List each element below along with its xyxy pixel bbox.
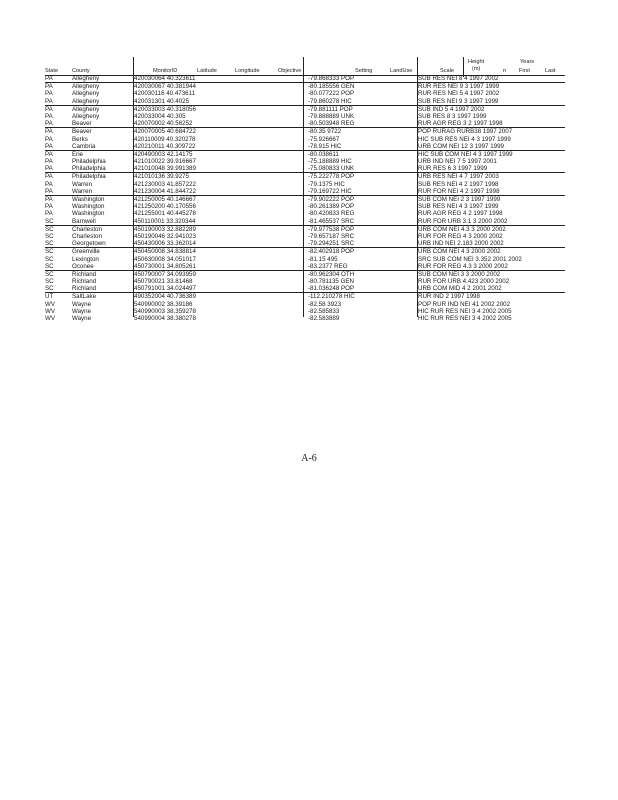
cell-county: SaltLake [72, 293, 97, 301]
table-row [45, 308, 565, 315]
cell-objective: -75.188889 HIC [308, 158, 352, 166]
page-number: A-6 [301, 453, 317, 464]
cell-attributes: RUR AGR REG 4 2 1997 1998 [418, 210, 503, 218]
cell-attributes: SUB RES NEI 9 3 1997 1999 [418, 97, 499, 105]
cell-objective: -75.222778 POP [308, 173, 355, 181]
cell-objective: -80.420833 REG [308, 210, 355, 218]
cell-county: Allegheny [72, 75, 100, 82]
cell-objective: -79.860278 HIC [308, 97, 352, 105]
cell-site-coordinates: 450730001 34.805261 [134, 262, 196, 270]
cell-attributes: RUR RES NEI 9 3 1997 1999 [418, 83, 500, 91]
cell-state: PA [45, 135, 53, 143]
cell-objective: -75.926667 [308, 135, 340, 143]
table-row [45, 203, 565, 210]
cell-objective: -80.038611 [308, 150, 339, 158]
cell-attributes: URB IND NEI 2.183 2000 2002 [418, 240, 504, 248]
cell-site-coordinates: 540990004 38.380278 [134, 315, 196, 322]
cell-objective: -81.465537 SRC [308, 217, 355, 225]
cell-attributes: RUR FOR URB 4.423 2000 2002 [418, 278, 510, 286]
table-row [45, 278, 565, 285]
cell-attributes: RUR FOR URB 3.1 3 2000 2002 [418, 217, 508, 225]
cell-state: PA [45, 150, 53, 158]
header-setting: Setting [355, 68, 373, 74]
cell-county: Washington [72, 210, 105, 218]
cell-site-coordinates: 450790007 34.093959 [134, 270, 196, 278]
cell-objective: -82.58 3923 [308, 300, 342, 308]
cell-site-coordinates: 540990002 38.39186 [134, 300, 193, 308]
cell-site-coordinates: 420030116 40.473611 [134, 90, 196, 98]
header-county: County [72, 68, 90, 74]
cell-site-coordinates: 420110009 40.320278 [134, 135, 196, 143]
cell-county: Washington [72, 196, 105, 203]
column-divider [463, 57, 464, 77]
cell-state: PA [45, 97, 53, 105]
cell-attributes: SUB IND 5 4 1997 2002 [418, 105, 485, 113]
table-row [45, 150, 565, 158]
cell-state: SC [45, 248, 54, 256]
cell-county: Philadelphia [72, 158, 106, 166]
table-row [45, 98, 565, 105]
header-height-unit: (m) [472, 66, 481, 72]
cell-attributes: URB COM NEI 12 3 1997 1999 [418, 142, 504, 150]
cell-objective: -78.915 HIC [308, 142, 342, 150]
table-row [45, 233, 565, 240]
cell-county: Berks [72, 135, 88, 143]
cell-attributes: RUR IND 2 1997 1998 [418, 293, 480, 301]
header-height: Height [468, 59, 485, 65]
cell-state: UT [45, 293, 54, 301]
cell-attributes: URB IND NEI 7 5 1997 2001 [418, 158, 497, 166]
cell-state: WV [45, 315, 55, 322]
cell-county: Richland [72, 270, 97, 278]
cell-state: SC [45, 262, 54, 270]
cell-county: Beaver [72, 128, 92, 136]
cell-objective: -79.294251 SRC [308, 240, 355, 248]
cell-objective: -81.036248 POP [308, 285, 355, 293]
cell-county: Allegheny [72, 112, 100, 120]
cell-county: Philadelphia [72, 173, 106, 181]
cell-state: WV [45, 300, 55, 308]
table-row [45, 301, 565, 308]
cell-objective: -80.077222 POP [308, 90, 355, 98]
cell-state: PA [45, 203, 53, 211]
cell-state: PA [45, 75, 53, 82]
cell-attributes: SUB RES NEI 4 2 1997 1998 [418, 180, 499, 188]
cell-site-coordinates: 421010022 39.916667 [134, 158, 196, 166]
header-land-use: LandUse [390, 68, 413, 74]
cell-site-coordinates: 421250200 40.170556 [134, 203, 196, 211]
cell-attributes: RUR FOR NEI 4 2 1997 1998 [418, 187, 500, 195]
cell-site-coordinates: 450450008 34.838814 [134, 248, 196, 256]
table-row [45, 270, 565, 278]
cell-state: SC [45, 240, 54, 248]
cell-county: Allegheny [72, 105, 100, 113]
table-row [45, 127, 565, 135]
cell-site-coordinates: 420490003 42.14175 [134, 150, 193, 158]
cell-attributes: SUB COM NEI 2 3 1997 1999 [418, 196, 501, 203]
cell-objective: -80.503948 REG [308, 120, 355, 128]
cell-site-coordinates: 450790021 33.81468 [134, 278, 193, 286]
cell-attributes: HIC RUR RES NEI 3 4 2002 2005 [418, 307, 512, 315]
cell-attributes: RUR RES 6 3 1997 1999 [418, 165, 488, 173]
cell-objective: -79.1375 HIC [308, 180, 345, 188]
cell-attributes: SUB RES NEI 4 3 1997 1999 [418, 203, 499, 211]
cell-site-coordinates: 450791001 34.024497 [134, 285, 196, 293]
table-row [45, 263, 565, 270]
cell-site-coordinates: 421230004 41.844722 [134, 187, 196, 195]
cell-site-coordinates: 421230003 41.857222 [134, 180, 196, 188]
cell-objective: -80.35 9722 [308, 128, 342, 136]
header-scale: Scale [440, 68, 454, 74]
table-row [45, 315, 565, 322]
cell-county: Wayne [72, 300, 92, 308]
cell-attributes: RUR RES NEI 5 4 1997 2002 [418, 90, 500, 98]
cell-site-coordinates: 421010048 39.991389 [134, 165, 196, 173]
cell-state: PA [45, 120, 53, 128]
cell-site-coordinates: 420210011 40.309722 [134, 142, 196, 150]
cell-county: Cambria [72, 142, 96, 150]
cell-site-coordinates: 450110001 33.320344 [134, 217, 196, 225]
table-row [45, 210, 565, 217]
cell-objective: -79.977538 POP [308, 225, 355, 233]
cell-site-coordinates: 420033004 40.305 [134, 112, 186, 120]
cell-site-coordinates: 420070002 40.56252 [134, 120, 193, 128]
cell-attributes: POP RUR IND NEI 41 2002 2002 [418, 300, 511, 308]
table-row [45, 225, 565, 233]
cell-state: SC [45, 217, 54, 225]
cell-county: Oconee [72, 262, 94, 270]
cell-attributes: POP RURAG RURB38 1997 2007 [418, 128, 513, 136]
table-row [45, 105, 565, 113]
table-row [45, 143, 565, 150]
cell-objective: -80.185556 GEN [308, 83, 355, 91]
cell-state: SC [45, 255, 54, 263]
cell-objective: -79.888889 UNK [308, 112, 355, 120]
cell-county: Wayne [72, 315, 92, 322]
cell-attributes: URB COM MID 4 2 2001 2002 [418, 285, 502, 293]
cell-state: WV [45, 307, 55, 315]
cell-county: Charleston [72, 225, 102, 233]
cell-attributes: SUB RES 8 3 1997 1999 [418, 112, 487, 120]
cell-objective: -82.402918 POP [308, 248, 355, 256]
cell-county: Wayne [72, 307, 92, 315]
cell-attributes: RUR AGR REG 3 2 1997 1998 [418, 120, 503, 128]
cell-county: Richland [72, 285, 97, 293]
cell-attributes: HIC RUR RES NEI 3 4 2002 2005 [418, 315, 512, 322]
cell-site-coordinates: 490352004 40.736389 [134, 293, 196, 301]
cell-attributes: HIC SUB COM NEI 4 3 1997 1999 [418, 150, 513, 158]
cell-county: Warren [72, 187, 93, 195]
cell-county: Beaver [72, 120, 92, 128]
cell-site-coordinates: 450190046 32.941023 [134, 232, 196, 240]
cell-objective: -79.881111 POP [308, 105, 353, 113]
cell-site-coordinates: 540990003 38.359278 [134, 307, 196, 315]
cell-objective: -79.657187 SRC [308, 232, 355, 240]
header-state: State [45, 68, 59, 74]
cell-objective: -79.868333 POP [308, 75, 355, 82]
table-row [45, 158, 565, 165]
cell-county: Georgetown [72, 240, 106, 248]
cell-state: SC [45, 270, 54, 278]
table-header [45, 57, 565, 75]
cell-state: PA [45, 173, 53, 181]
table-row [45, 285, 565, 292]
header-years: Years [520, 59, 535, 65]
cell-site-coordinates: 421010136 39.9275 [134, 173, 190, 181]
table-row [45, 90, 565, 97]
cell-state: PA [45, 165, 53, 173]
header-latitude: Latitude [197, 68, 217, 74]
cell-site-coordinates: 420030064 40.323611 [134, 75, 196, 82]
table-body [45, 75, 565, 322]
cell-objective: -79.902222 POP [308, 196, 355, 203]
cell-state: PA [45, 187, 53, 195]
cell-state: PA [45, 196, 53, 203]
cell-attributes: URB COM NEI 4.3 3 2000 2002 [418, 225, 506, 233]
data-table [45, 57, 565, 322]
cell-state: PA [45, 90, 53, 98]
cell-site-coordinates: 421250005 40.146667 [134, 196, 196, 203]
cell-attributes: SUB RES NEI 8 4 1997 2002 [418, 75, 499, 82]
table-row [45, 256, 565, 263]
table-row [45, 247, 565, 255]
table-row [45, 181, 565, 188]
table-row [45, 172, 565, 180]
cell-site-coordinates: 420033003 40.318056 [134, 105, 196, 113]
cell-county: Richland [72, 278, 97, 286]
cell-attributes: SRC SUB COM NEI 3.352 2001 2002 [418, 255, 522, 263]
cell-objective: -82.583889 [308, 315, 340, 322]
table-row [45, 292, 565, 300]
table-row [45, 82, 565, 90]
cell-county: Barnwell [72, 217, 96, 225]
cell-site-coordinates: 420030067 40.381944 [134, 83, 196, 91]
cell-site-coordinates: 420070005 40.684722 [134, 128, 196, 136]
table-row [45, 195, 565, 203]
cell-county: Washington [72, 203, 105, 211]
cell-state: PA [45, 105, 53, 113]
cell-attributes: RUR FOR REG 4 3 2000 2002 [418, 232, 503, 240]
cell-objective: -79.169722 HIC [308, 187, 352, 195]
cell-state: SC [45, 232, 54, 240]
cell-county: Philadelphia [72, 165, 106, 173]
cell-objective: -83.2377 REG [308, 262, 348, 270]
header-last: Last [545, 68, 556, 74]
cell-county: Greenville [72, 248, 100, 256]
cell-objective: -80.962304 OTH [308, 270, 355, 278]
cell-state: PA [45, 210, 53, 218]
cell-objective: -75.080833 UNK [308, 165, 355, 173]
cell-state: PA [45, 142, 53, 150]
cell-objective: -112.210278 HIC [308, 293, 355, 301]
cell-county: Erie [72, 150, 84, 158]
cell-county: Lexington [72, 255, 99, 263]
cell-county: Allegheny [72, 83, 100, 91]
cell-site-coordinates: 450430006 33.362014 [134, 240, 196, 248]
cell-objective: -80.261389 POP [308, 203, 355, 211]
cell-state: SC [45, 285, 54, 293]
cell-county: Charleston [72, 232, 102, 240]
header-objective: Objective [278, 68, 302, 74]
cell-state: PA [45, 158, 53, 166]
cell-state: PA [45, 128, 53, 136]
cell-objective: -81.15 495 [308, 255, 338, 263]
cell-site-coordinates: 450630008 34.051017 [134, 255, 196, 263]
cell-objective: -80.781135 GEN [308, 278, 354, 286]
table-row [45, 136, 565, 143]
cell-attributes: URB COM NEI 4 3 2000 2002 [418, 248, 501, 256]
cell-county: Allegheny [72, 90, 100, 98]
header-monitor-id: MonitorID [153, 68, 178, 74]
cell-objective: -82.585833 [308, 307, 340, 315]
cell-state: PA [45, 180, 53, 188]
cell-county: Warren [72, 180, 93, 188]
cell-state: PA [45, 112, 53, 120]
cell-state: PA [45, 83, 53, 91]
table-row [45, 188, 565, 195]
cell-state: SC [45, 278, 54, 286]
cell-site-coordinates: 450190003 32.882289 [134, 225, 196, 233]
cell-state: SC [45, 225, 54, 233]
table-row [45, 165, 565, 172]
cell-attributes: SUB COM NEI 3 3 2000 2002 [418, 270, 501, 278]
header-first: First [519, 68, 530, 74]
table-row [45, 240, 565, 247]
table-row [45, 218, 565, 225]
table-row [45, 75, 565, 82]
cell-attributes: RUR FOR REG 4.3 3 2000 2002 [418, 262, 508, 270]
cell-county: Allegheny [72, 97, 100, 105]
table-row [45, 120, 565, 127]
header-n: n [503, 68, 507, 74]
cell-attributes: HIC SUB RES NEI 4 3 1997 1999 [418, 135, 511, 143]
header-longitude: Longitude [235, 68, 260, 74]
table-row [45, 113, 565, 120]
cell-site-coordinates: 421255001 40.445278 [134, 210, 196, 218]
cell-attributes: URB RES NEI 4 7 1997 2003 [418, 173, 499, 181]
cell-site-coordinates: 420031301 40.4025 [134, 97, 190, 105]
